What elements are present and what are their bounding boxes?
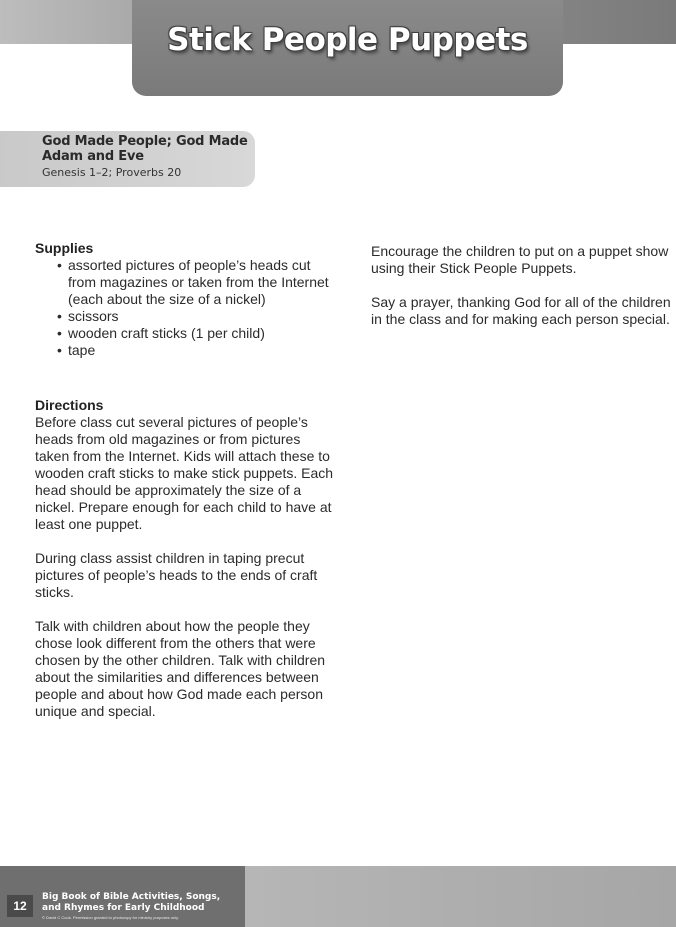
copyright-notice: © David C Cook. Permission granted to photocopy for ministry purposes only. (42, 915, 179, 920)
left-column (35, 240, 335, 720)
page-title: Stick People Puppets (167, 22, 528, 58)
page-number: 12 (7, 895, 33, 917)
supplies-heading: Supplies (35, 240, 94, 256)
directions-paragraph: Encourage the children to put on a puppet show using their Stick People Puppets. (371, 243, 669, 276)
directions-paragraph: Talk with children about how the people they chose look different from the others that were chosen by the other children. Talk with children about the similarities and differences between people and about how God made each person unique and special. (35, 618, 326, 719)
supply-item: • assorted pictures of people’s heads cut from magazines or taken from the Internet (each about the size of a nickel) (57, 257, 335, 308)
right-column (371, 243, 671, 328)
directions-heading: Directions (35, 397, 104, 413)
directions-paragraph: During class assist children in taping precut pictures of people’s heads to the ends of craft sticks. (35, 550, 318, 600)
directions-paragraph: Say a prayer, thanking God for all of the children in the class and for making each person special. (371, 294, 671, 327)
supply-item: • scissors (57, 308, 335, 325)
scripture-reference: Genesis 1–2; Proverbs 20 (42, 166, 182, 179)
supply-item: • wooden craft sticks (1 per child) (57, 325, 335, 342)
book-title: Big Book of Bible Activities, Songs, and Rhymes for Early Childhood (42, 892, 221, 913)
directions-paragraph: Before class cut several pictures of people’s heads from old magazines or from pictures taken from the Internet. Kids will attach these to wooden craft sticks to make stick puppets. Each head should be approximately the size of a nickel. Prepare enough for each child to have at least one puppet. (35, 414, 334, 532)
lesson-title: God Made People; God Made Adam and Eve (42, 134, 248, 164)
supplies-list (35, 257, 335, 359)
supply-item: • tape (57, 342, 335, 359)
